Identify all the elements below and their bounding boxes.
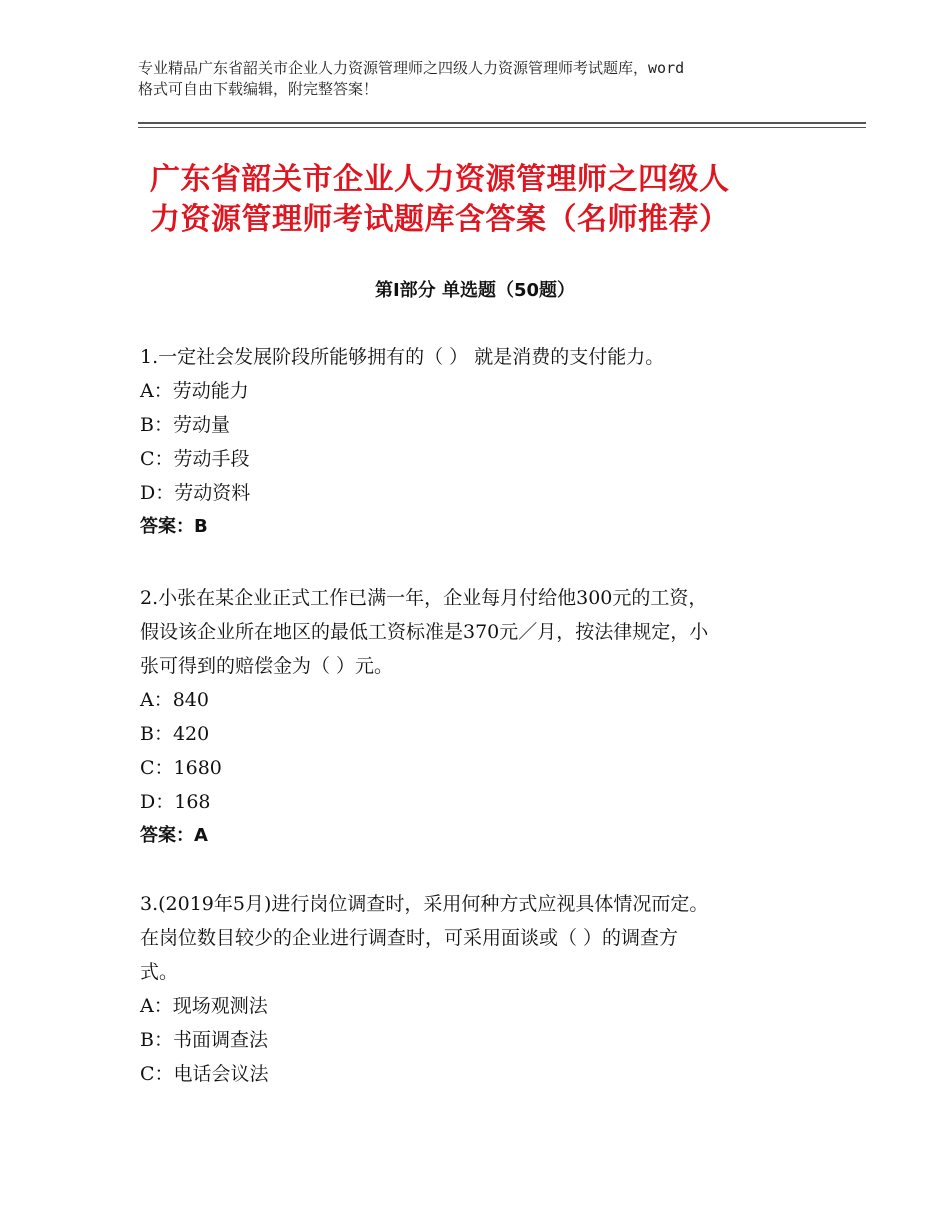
option-c: C：劳动手段	[140, 448, 250, 470]
option-c: C：电话会议法	[140, 1063, 269, 1085]
question-stem: 2.小张在某企业正式工作已满一年，企业每月付给他300元的工资，	[140, 587, 708, 609]
option-b: B：420	[140, 723, 210, 745]
title-line: 广东省韶关市企业人力资源管理师之四级人	[150, 162, 730, 197]
question-stem: 假设该企业所在地区的最低工资标准是370元／月，按法律规定，小	[140, 621, 709, 643]
question-stem: 3.(2019年5月)进行岗位调查时，采用何种方式应视具体情况而定。	[140, 893, 709, 915]
header-divider	[138, 122, 866, 124]
question-1	[140, 340, 800, 544]
option-a: A：劳动能力	[140, 380, 249, 402]
header-note-line: 格式可自由下载编辑，附完整答案！	[138, 80, 379, 98]
header-divider	[138, 127, 866, 128]
option-a: A：现场观测法	[140, 995, 268, 1017]
document-title	[150, 160, 830, 240]
header-note-line: 专业精品广东省韶关市企业人力资源管理师之四级人力资源管理师考试题库，word	[138, 59, 685, 77]
question-stem: 1.一定社会发展阶段所能够拥有的（ ） 就是消费的支付能力。	[140, 346, 665, 368]
option-b: B：劳动量	[140, 414, 230, 436]
title-line: 力资源管理师考试题库含答案（名师推荐）	[150, 202, 730, 237]
option-b: B：书面调查法	[140, 1029, 268, 1051]
question-2	[140, 581, 800, 853]
question-stem: 式。	[140, 961, 179, 983]
section-heading: 第Ⅰ部分 单选题（50题）	[374, 280, 575, 301]
question-3	[140, 887, 800, 1091]
question-stem: 张可得到的赔偿金为（ ）元。	[140, 655, 394, 677]
question-stem: 在岗位数目较少的企业进行调查时，可采用面谈或（ ）的调查方	[140, 927, 679, 949]
option-d: D：劳动资料	[140, 482, 251, 504]
option-a: A：840	[140, 689, 209, 711]
header-note	[138, 58, 828, 100]
option-c: C：1680	[140, 757, 222, 779]
answer: 答案：B	[140, 516, 208, 537]
answer: 答案：A	[140, 825, 208, 846]
option-d: D：168	[140, 791, 211, 813]
